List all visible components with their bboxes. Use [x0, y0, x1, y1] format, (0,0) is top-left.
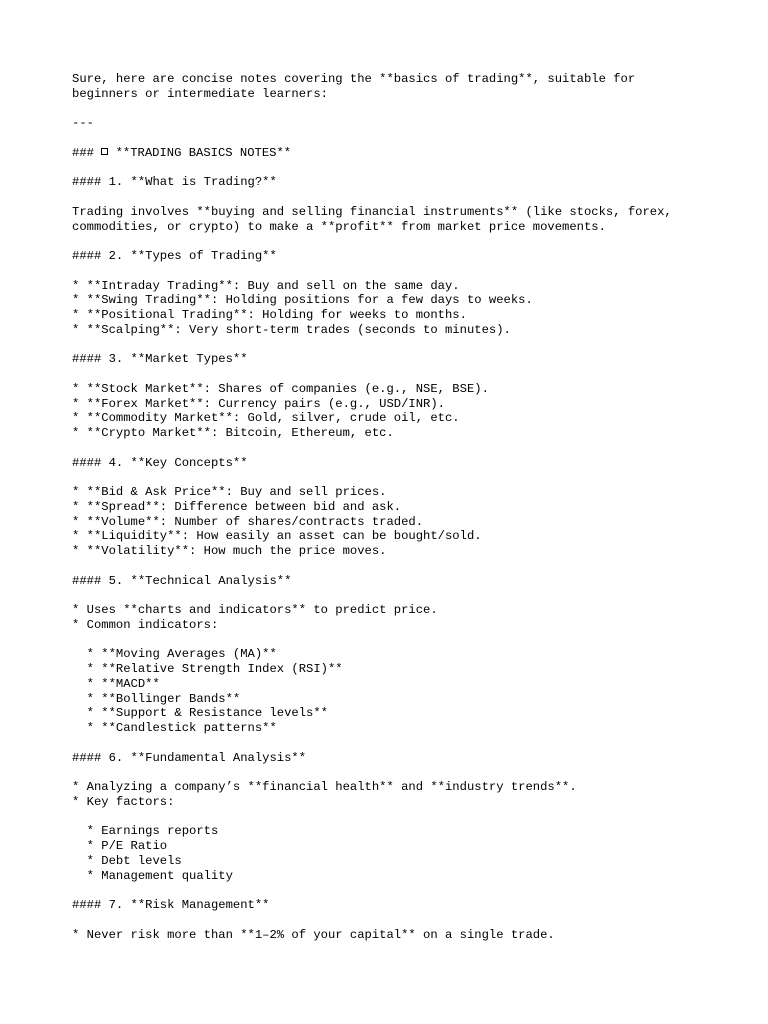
list-item: * **Stock Market**: Shares of companies (e.g., NSE, BSE). [72, 381, 489, 396]
list-item: * Common indicators: [72, 617, 219, 632]
list-item: * **Intraday Trading**: Buy and sell on the same day. [72, 278, 460, 293]
section-3-heading: #### 3. **Market Types** [72, 352, 248, 367]
section-1-line-1: Trading involves **buying and selling financial instruments** (like stocks, forex, [72, 204, 672, 219]
sub-list-item: * **Support & Resistance levels** [72, 706, 328, 721]
section-7-heading: #### 7. **Risk Management** [72, 898, 270, 912]
list-item: * Analyzing a company’s **financial health** and **industry trends**. [72, 780, 577, 794]
sub-list-item: * **Bollinger Bands** [72, 691, 241, 706]
list-item: * **Spread**: Difference between bid and ask. [72, 499, 402, 514]
section-4-heading: #### 4. **Key Concepts** [72, 455, 248, 470]
document-page [72, 72, 712, 942]
section-6-heading: #### 6. **Fundamental Analysis** [72, 750, 307, 765]
main-heading [72, 146, 712, 161]
sub-list-item: * Debt levels [72, 853, 182, 868]
sub-list-item: * **Candlestick patterns** [72, 721, 277, 735]
separator: --- [72, 116, 94, 131]
section-5-heading: #### 5. **Technical Analysis** [72, 573, 292, 588]
sub-list-item: * **Moving Averages (MA)** [72, 647, 277, 662]
list-item: * **Crypto Market**: Bitcoin, Ethereum, etc. [72, 426, 394, 440]
list-item: * Uses **charts and indicators** to predict price. [72, 603, 438, 617]
list-item: * **Liquidity**: How easily an asset can be bought/sold. [72, 529, 482, 544]
list-item: * **Volatility**: How much the price moves. [72, 544, 387, 558]
list-item: * **Bid & Ask Price**: Buy and sell prices. [72, 485, 387, 499]
sub-list-item: * P/E Ratio [72, 839, 168, 853]
sub-list-item: * **Relative Strength Index (RSI)** [72, 662, 343, 676]
list-item: * **Scalping**: Very short-term trades (seconds to minutes). [72, 322, 511, 337]
section-1-line-2: commodities, or crypto) to make a **profit** from market price movements. [72, 219, 606, 234]
section-2-heading: #### 2. **Types of Trading** [72, 249, 277, 263]
sub-list-item: * **MACD** [72, 676, 160, 691]
list-item: * Never risk more than **1–2% of your capital** on a single trade. [72, 927, 555, 942]
list-item: * **Positional Trading**: Holding for weeks to months. [72, 308, 467, 322]
list-item: * **Commodity Market**: Gold, silver, crude oil, etc. [72, 411, 460, 426]
list-item: * **Swing Trading**: Holding positions for a few days to weeks. [72, 293, 533, 308]
main-heading-prefix: ### [72, 145, 102, 160]
list-item: * **Volume**: Number of shares/contracts traded. [72, 514, 424, 529]
sub-list-item: * Management quality [72, 868, 233, 883]
sub-list-item: * Earnings reports [72, 824, 219, 839]
list-item: * Key factors: [72, 794, 175, 809]
list-item: * **Forex Market**: Currency pairs (e.g., USD/INR). [72, 396, 445, 411]
main-heading-text: **TRADING BASICS NOTES** [108, 145, 292, 160]
section-1-heading: #### 1. **What is Trading?** [72, 175, 277, 190]
intro-line-2: beginners or intermediate learners: [72, 86, 328, 101]
intro-line-1: Sure, here are concise notes covering the **basics of trading**, suitable for [72, 72, 636, 86]
